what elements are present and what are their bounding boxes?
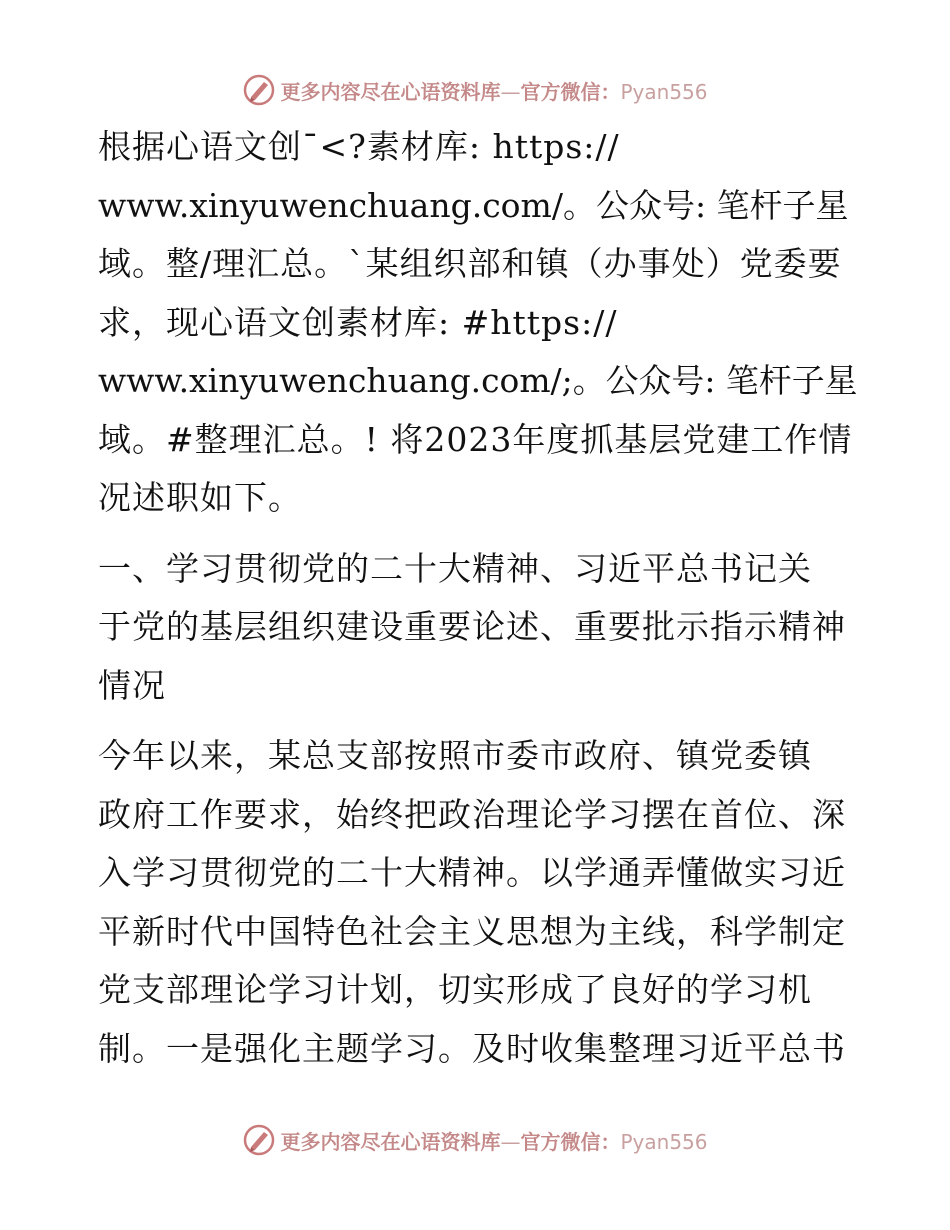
paragraph-gap — [98, 528, 858, 540]
watermark-contact-label: 官方微信： — [520, 1129, 621, 1154]
header-watermark — [0, 70, 950, 110]
pen-logo-icon — [242, 73, 276, 107]
pen-logo-icon — [242, 1123, 276, 1157]
text-line: 一、学习贯彻党的二十大精神、习近平总书记关 — [98, 548, 812, 588]
text-line: 根据心语文创¯<?素材库: https:// — [98, 127, 620, 166]
watermark-contact-value: Pyan556 — [620, 1129, 708, 1154]
document-body — [98, 118, 858, 1078]
text-line: 域。#整理汇总。! 将2023年度抓基层党建工作情 — [98, 419, 853, 459]
watermark-contact-label: 官方微信： — [520, 79, 621, 104]
text-line: 况述职如下。 — [98, 478, 302, 517]
watermark-main: 更多内容尽在心语资料库 — [280, 79, 501, 104]
paragraph-gap — [98, 715, 858, 727]
paragraph-intro — [98, 118, 858, 528]
text-line: 今年以来，某总支部按照市委市政府、镇党委镇 — [98, 736, 812, 775]
watermark-text — [280, 1126, 707, 1155]
watermark-dash: — — [500, 1129, 521, 1154]
text-line: 情况 — [98, 665, 166, 705]
watermark-main: 更多内容尽在心语资料库 — [280, 1129, 501, 1154]
text-line: 制。一是强化主题学习。及时收集整理习近平总书 — [98, 1028, 846, 1068]
watermark-text — [280, 76, 707, 105]
watermark-dash: — — [500, 79, 521, 104]
text-line: 求，现心语文创素材库: #https:// — [98, 302, 618, 342]
watermark-contact-value: Pyan556 — [620, 79, 708, 104]
text-line: 域。整/理汇总。`某组织部和镇（办事处）党委要 — [98, 244, 842, 283]
text-line: 党支部理论学习计划，切实形成了良好的学习机 — [98, 970, 812, 1009]
text-line: www.xinyuwenchuang.com/;。公众号: 笔杆子星 — [98, 361, 858, 400]
paragraph-body — [98, 727, 858, 1078]
text-line: 平新时代中国特色社会主义思想为主线，科学制定 — [98, 911, 846, 951]
text-line: 政府工作要求，始终把政治理论学习摆在首位、深 — [98, 794, 846, 834]
text-line: 于党的基层组织建设重要论述、重要批示指示精神 — [98, 607, 846, 646]
text-line: www.xinyuwenchuang.com/。公众号: 笔杆子星 — [98, 185, 849, 225]
section-heading-1 — [98, 540, 858, 716]
footer-watermark — [0, 1120, 950, 1160]
text-line: 入学习贯彻党的二十大精神。以学通弄懂做实习近 — [98, 853, 846, 892]
